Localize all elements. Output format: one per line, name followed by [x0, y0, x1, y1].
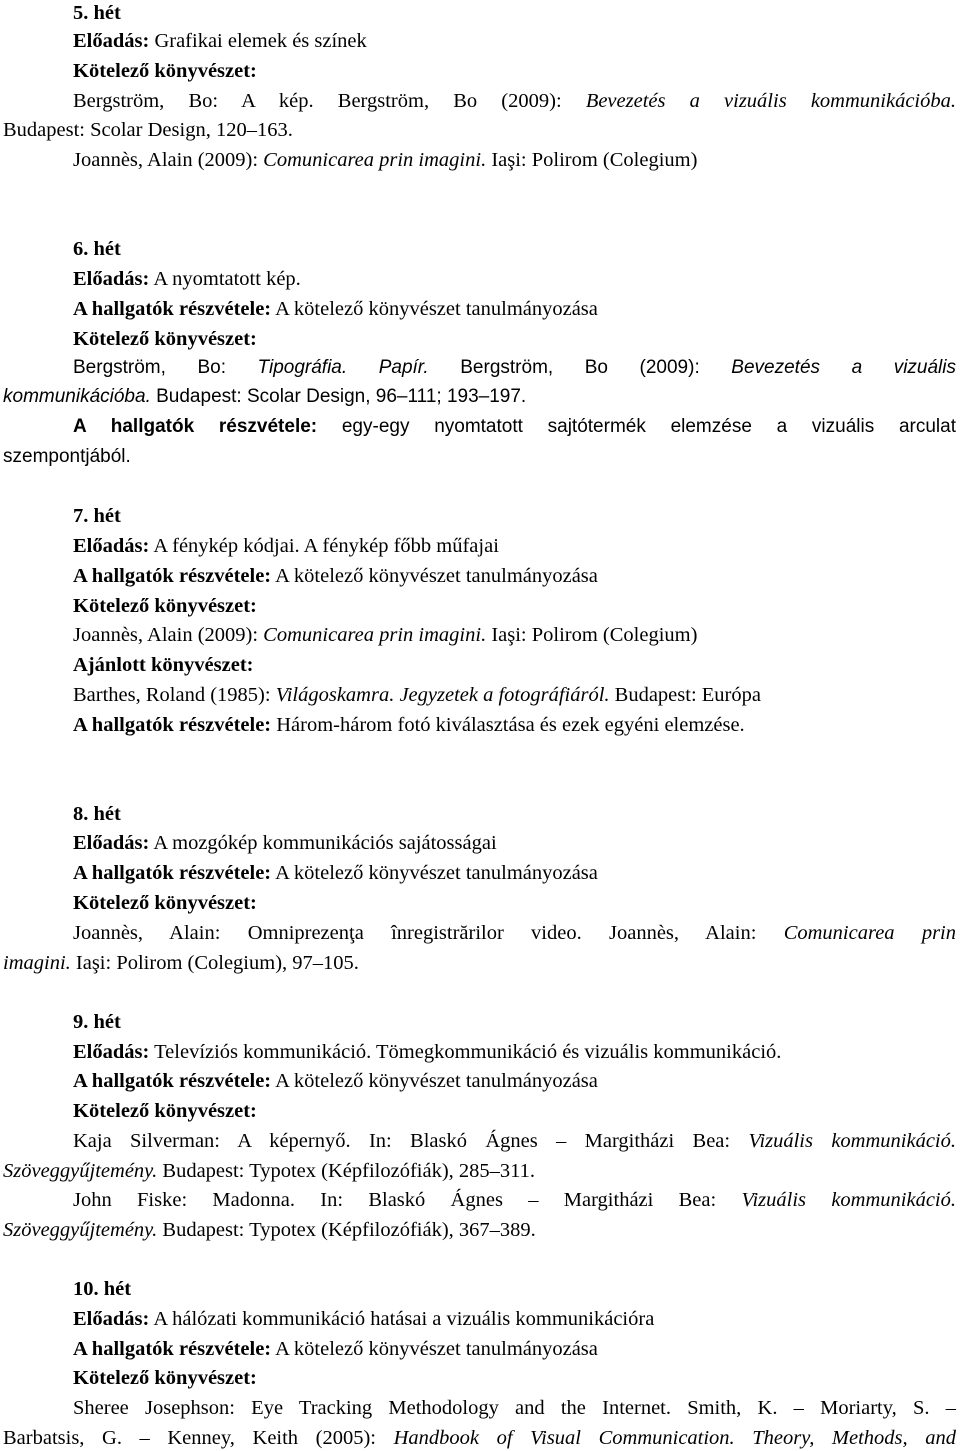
ref-title: Szöveggyűjtemény.	[3, 1219, 158, 1241]
lecture-label: Előadás:	[73, 1308, 150, 1330]
week-7-lecture	[73, 533, 956, 559]
ref-text: Joannès, Alain (2009):	[73, 624, 264, 646]
ref-text: Budapest: Európa	[609, 684, 761, 706]
week-6-lecture	[73, 266, 956, 292]
week-9-lecture	[73, 1039, 956, 1065]
week-label: 5. hét	[73, 2, 121, 24]
ref-text: Barbatsis, G. – Kenney, Keith (2005):	[3, 1427, 394, 1449]
ref-text: Bergström, Bo (2009):	[428, 357, 732, 378]
participation-text: A kötelező könyvészet tanulmányozása	[271, 1070, 598, 1092]
week-7-participation	[73, 563, 956, 589]
week-6-heading	[73, 236, 956, 262]
ref-title: Handbook of Visual Communication. Theory, Methods, and	[393, 1427, 956, 1449]
lecture-text: A hálózati kommunikáció hatásai a vizuális kommunikációra	[149, 1308, 655, 1330]
participation-text: A kötelező könyvészet tanulmányozása	[271, 862, 598, 884]
participation-label: A hallgatók részvétele:	[73, 1070, 272, 1092]
week-8-heading	[73, 801, 956, 827]
ref-title: Comunicarea prin imagini.	[263, 624, 487, 646]
week-10-ref-1-cont	[3, 1425, 956, 1451]
participation-label: A hallgatók részvétele:	[73, 416, 318, 437]
participation-text: egy-egy nyomtatott sajtótermék elemzése a vizuális arculat	[317, 416, 956, 437]
week-label: 8. hét	[73, 803, 121, 825]
ref-text: Iaşi: Polirom (Colegium)	[486, 624, 698, 646]
participation-label: A hallgatók részvétele:	[73, 862, 272, 884]
week-7-ref-1	[73, 622, 956, 648]
week-9-ref-2	[73, 1187, 956, 1213]
lecture-text: A nyomtatott kép.	[149, 268, 301, 290]
required-label: Kötelező könyvészet:	[73, 1100, 257, 1122]
week-5-lecture	[73, 28, 956, 54]
week-9-ref-2-cont	[3, 1217, 956, 1243]
ref-title: Comunicarea prin imagini.	[263, 149, 487, 171]
week-7-participation-2	[73, 712, 956, 738]
week-10-lecture	[73, 1306, 956, 1332]
recommended-label: Ajánlott könyvészet:	[73, 654, 254, 676]
lecture-label: Előadás:	[73, 30, 150, 52]
week-6-participation-2-cont	[3, 444, 956, 470]
week-9-ref-1-cont	[3, 1158, 956, 1184]
week-9-required-heading	[73, 1098, 956, 1124]
lecture-label: Előadás:	[73, 1041, 150, 1063]
lecture-text: A mozgókép kommunikációs sajátosságai	[149, 832, 497, 854]
participation-text: A kötelező könyvészet tanulmányozása	[271, 1338, 598, 1360]
ref-title: Bevezetés a vizuális	[731, 357, 956, 378]
ref-title: Világoskamra. Jegyzetek a fotográfiáról.	[275, 684, 610, 706]
ref-text: John Fiske: Madonna. In: Blaskó Ágnes – Margitházi Bea:	[73, 1189, 742, 1211]
week-10-required-heading	[73, 1365, 956, 1391]
ref-text: Joannès, Alain: Omniprezenţa înregistrărilor video. Joannès, Alain:	[73, 922, 784, 944]
ref-text: Iaşi: Polirom (Colegium), 97–105.	[70, 952, 359, 974]
ref-text: Bergström, Bo:	[73, 357, 258, 378]
required-label: Kötelező könyvészet:	[73, 1367, 257, 1389]
lecture-label: Előadás:	[73, 268, 150, 290]
week-7-required-heading	[73, 593, 956, 619]
week-6-participation	[73, 296, 956, 322]
lecture-text: A fénykép kódjai. A fénykép főbb műfajai	[149, 535, 499, 557]
week-8-ref-1	[73, 920, 956, 946]
ref-text: Budapest: Scolar Design, 96–111; 193–197.	[150, 386, 527, 407]
participation-label: A hallgatók részvétele:	[73, 714, 272, 736]
ref-title: Tipográfia. Papír.	[257, 357, 429, 378]
week-6-ref-1	[73, 355, 956, 381]
lecture-label: Előadás:	[73, 832, 150, 854]
ref-title: kommunikációba.	[3, 386, 151, 407]
week-7-ref-2	[73, 682, 956, 708]
week-5-heading	[73, 0, 956, 26]
week-5-required-heading	[73, 58, 956, 84]
ref-text: Bergström, Bo: A kép. Bergström, Bo (2009):	[73, 90, 586, 112]
ref-text: Kaja Silverman: A képernyő. In: Blaskó Ágnes – Margitházi Bea:	[73, 1130, 749, 1152]
ref-text: Budapest: Typotex (Képfilozófiák), 367–389.	[157, 1219, 536, 1241]
participation-label: A hallgatók részvétele:	[73, 1338, 272, 1360]
ref-title: Comunicarea prin	[783, 922, 956, 944]
week-6-ref-1-cont	[3, 384, 956, 410]
ref-title: Vizuális kommunikáció.	[741, 1189, 956, 1211]
week-10-heading	[73, 1276, 956, 1302]
week-label: 6. hét	[73, 238, 121, 260]
ref-text: Joannès, Alain (2009):	[73, 149, 264, 171]
ref-text: Iaşi: Polirom (Colegium)	[486, 149, 698, 171]
participation-label: A hallgatók részvétele:	[73, 298, 272, 320]
week-6-participation-2	[73, 414, 956, 440]
participation-label: A hallgatók részvétele:	[73, 565, 272, 587]
week-label: 10. hét	[73, 1278, 132, 1300]
ref-title: Vizuális kommunikáció.	[748, 1130, 956, 1152]
ref-text: Budapest: Typotex (Képfilozófiák), 285–311.	[157, 1160, 536, 1182]
required-label: Kötelező könyvészet:	[73, 60, 257, 82]
ref-text: Sheree Josephson: Eye Tracking Methodology and the Internet. Smith, K. – Moriarty, S. –	[73, 1397, 956, 1419]
participation-text: szempontjából.	[3, 446, 131, 467]
week-10-participation	[73, 1336, 956, 1362]
ref-text: Barthes, Roland (1985):	[73, 684, 276, 706]
week-5-ref-1	[73, 88, 956, 114]
participation-text: A kötelező könyvészet tanulmányozása	[271, 298, 598, 320]
ref-title: Szöveggyűjtemény.	[3, 1160, 158, 1182]
week-9-heading	[73, 1009, 956, 1035]
week-6-required-heading	[73, 326, 956, 352]
week-7-recommended-heading	[73, 652, 956, 678]
ref-text: Budapest: Scolar Design, 120–163.	[3, 119, 293, 141]
week-label: 7. hét	[73, 505, 121, 527]
ref-title: imagini.	[3, 952, 71, 974]
required-label: Kötelező könyvészet:	[73, 892, 257, 914]
week-5-ref-1-cont	[3, 117, 956, 143]
week-10-ref-1	[73, 1395, 956, 1421]
required-label: Kötelező könyvészet:	[73, 328, 257, 350]
week-8-required-heading	[73, 890, 956, 916]
week-8-lecture	[73, 830, 956, 856]
ref-title: Bevezetés a vizuális kommunikációba.	[585, 90, 956, 112]
week-5-ref-2	[73, 147, 956, 173]
required-label: Kötelező könyvészet:	[73, 595, 257, 617]
lecture-text: Grafikai elemek és színek	[149, 30, 367, 52]
week-7-heading	[73, 503, 956, 529]
participation-text: Három-három fotó kiválasztása és ezek egyéni elemzése.	[271, 714, 745, 736]
week-8-participation	[73, 860, 956, 886]
lecture-text: Televíziós kommunikáció. Tömegkommunikáció és vizuális kommunikáció.	[149, 1041, 782, 1063]
participation-text: A kötelező könyvészet tanulmányozása	[271, 565, 598, 587]
week-9-ref-1	[73, 1128, 956, 1154]
week-9-participation	[73, 1068, 956, 1094]
lecture-label: Előadás:	[73, 535, 150, 557]
week-8-ref-1-cont	[3, 950, 956, 976]
week-label: 9. hét	[73, 1011, 121, 1033]
